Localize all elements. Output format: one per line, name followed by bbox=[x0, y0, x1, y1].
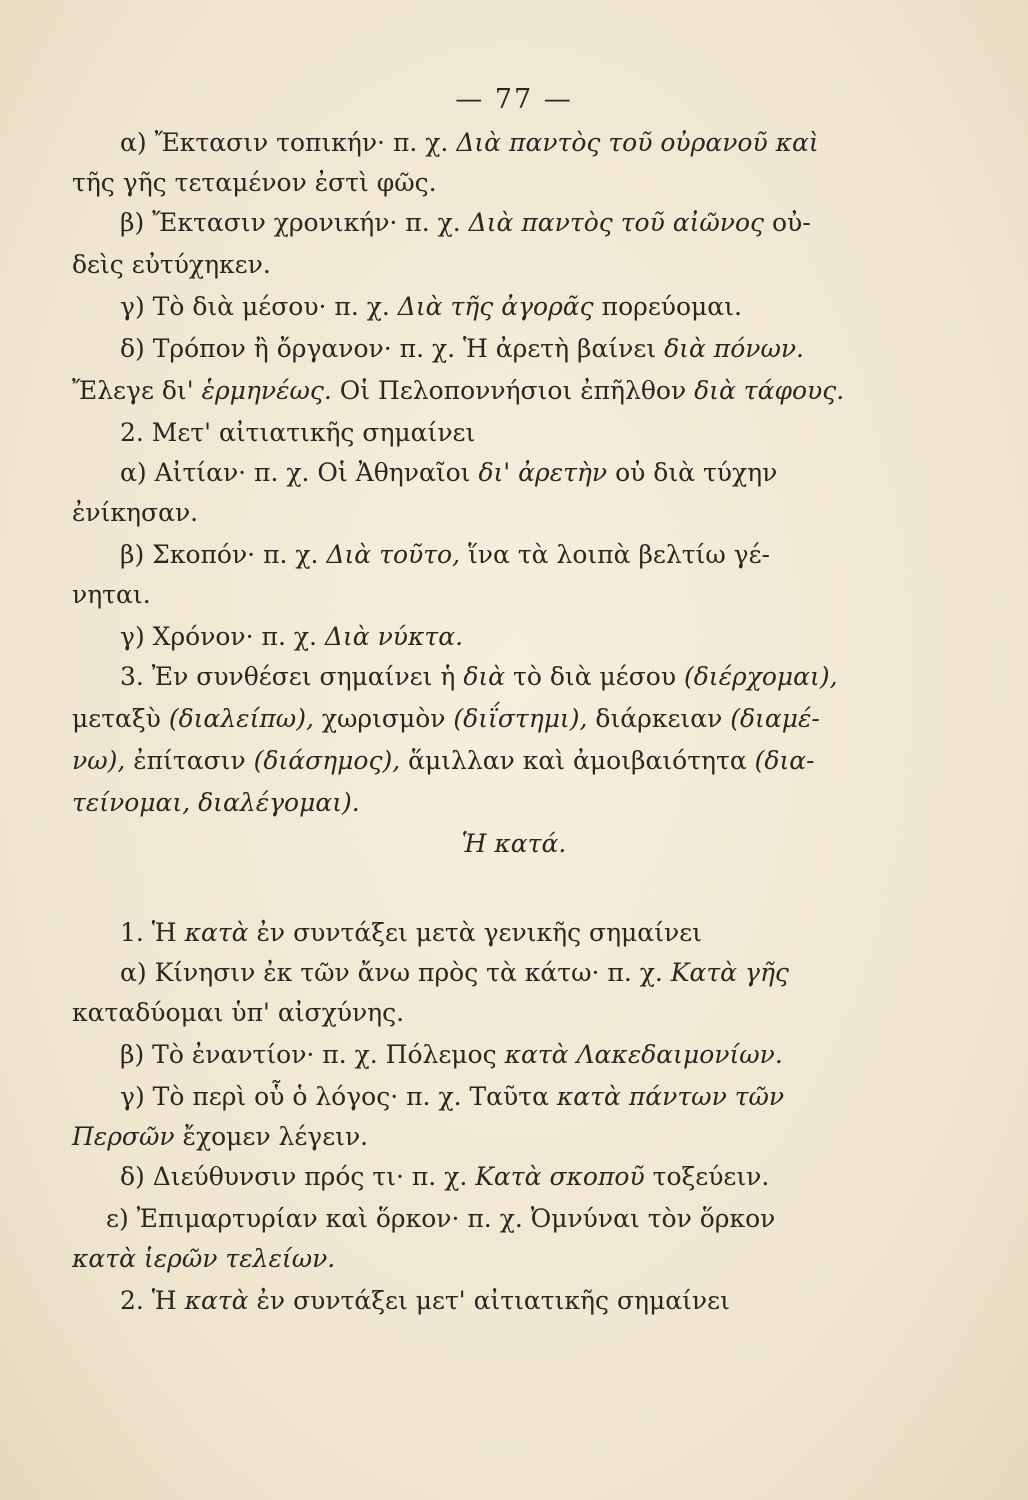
text-segment: α) Ἔκτασιν τοπικήν· π. χ. bbox=[120, 128, 457, 157]
text-line bbox=[120, 958, 789, 988]
text-line bbox=[72, 376, 844, 406]
text-segment: πορεύομαι. bbox=[593, 292, 742, 321]
text-line bbox=[72, 704, 820, 734]
italic-segment: κατὰ ἱερῶν τελείων. bbox=[72, 1244, 336, 1273]
text-segment: 3. Ἐν συνθέσει σημαίνει ἡ bbox=[120, 662, 464, 691]
text-segment: ἐπίτασιν bbox=[125, 746, 254, 775]
italic-segment: (διΐστημι), bbox=[453, 704, 588, 733]
text-line bbox=[120, 458, 777, 488]
text-segment: καταδύομαι ὑπ' αἰσχύνης. bbox=[72, 998, 405, 1027]
italic-segment: διὰ τάφους. bbox=[694, 376, 845, 405]
text-line bbox=[72, 250, 271, 280]
text-segment: α) Κίνησιν ἐκ τῶν ἄνω πρὸς τὰ κάτω· π. χ. bbox=[120, 958, 671, 987]
text-segment: 2. Μετ' αἰτιατικῆς σημαίνει bbox=[120, 418, 476, 447]
italic-segment: ἑρμηνέως. bbox=[201, 376, 332, 405]
text-segment: 1. Ἡ bbox=[120, 918, 185, 947]
italic-segment: (δια- bbox=[754, 746, 815, 775]
text-line bbox=[120, 662, 838, 692]
italic-segment: Διὰ παντὸς τοῦ οὐρανοῦ καὶ bbox=[456, 128, 819, 157]
italic-segment: (διαμέ- bbox=[730, 704, 820, 733]
text-line bbox=[72, 746, 815, 776]
text-line bbox=[120, 334, 804, 364]
text-line bbox=[106, 1204, 775, 1234]
text-segment: χωρισμὸν bbox=[313, 704, 454, 733]
text-line bbox=[72, 580, 151, 610]
text-segment: τὸ διὰ μέσου bbox=[505, 662, 684, 691]
text-line bbox=[72, 1122, 368, 1152]
italic-segment: Διὰ νύκτα. bbox=[324, 622, 464, 651]
text-line bbox=[120, 1286, 730, 1316]
italic-segment: Διὰ παντὸς τοῦ αἰῶνος bbox=[468, 208, 765, 237]
text-segment: διάρκειαν bbox=[587, 704, 731, 733]
italic-segment: (διαλείπω), bbox=[168, 704, 314, 733]
italic-segment: τείνομαι, διαλέγομαι). bbox=[72, 788, 360, 817]
text-line bbox=[72, 498, 198, 528]
text-line bbox=[72, 998, 404, 1028]
italic-segment: Διὰ τῆς ἀγορᾶς bbox=[397, 292, 594, 321]
text-segment: ε) Ἐπιμαρτυρίαν καὶ ὅρκον· π. χ. Ὀμνύναι τὸν ὅρκον bbox=[106, 1204, 776, 1233]
text-line bbox=[72, 1244, 335, 1274]
text-segment: οὐ διὰ τύχην bbox=[607, 458, 778, 487]
text-segment: τῆς γῆς τεταμένον ἐστὶ φῶς. bbox=[72, 168, 437, 197]
text-segment: ἅμιλλαν καὶ ἀμοιβαιότητα bbox=[400, 746, 755, 775]
text-line bbox=[120, 1082, 784, 1112]
text-segment: δ) Διεύθυνσιν πρός τι· π. χ. bbox=[120, 1162, 476, 1191]
text-segment: γ) Χρόνον· π. χ. bbox=[120, 622, 325, 651]
italic-segment: διὰ bbox=[463, 662, 506, 691]
text-segment: ἐνίκησαν. bbox=[72, 498, 199, 527]
italic-segment: κατὰ Λακεδαιμονίων. bbox=[504, 1040, 783, 1069]
text-segment: τοξεύειν. bbox=[644, 1162, 770, 1191]
text-line bbox=[120, 540, 770, 570]
text-segment: ἐν συντάξει μετὰ γενικῆς σημαίνει bbox=[248, 918, 702, 947]
text-line bbox=[72, 788, 360, 818]
italic-segment: Περσῶν bbox=[72, 1122, 175, 1151]
text-segment: γ) Τὸ περὶ οὗ ὁ λόγος· π. χ. Ταῦτα bbox=[120, 1082, 557, 1111]
text-line bbox=[120, 622, 463, 652]
text-segment: ἵνα τὰ λοιπὰ βελτίω γέ- bbox=[460, 540, 770, 569]
text-segment: ἔχομεν λέγειν. bbox=[174, 1122, 369, 1151]
italic-segment: διὰ πόνων. bbox=[664, 334, 804, 363]
italic-segment: κατὰ bbox=[184, 918, 249, 947]
text-segment: β) Ἔκτασιν χρονικήν· π. χ. bbox=[120, 208, 469, 237]
text-segment: δ) Τρόπον ἢ ὄργανον· π. χ. Ἡ ἀρετὴ βαίνει bbox=[120, 334, 665, 363]
text-line bbox=[120, 918, 702, 948]
italic-segment: κατὰ πάντων τῶν bbox=[556, 1082, 785, 1111]
text-segment: δεὶς εὐτύχηκεν. bbox=[72, 250, 271, 279]
italic-segment: Κατὰ γῆς bbox=[670, 958, 789, 987]
text-line bbox=[120, 1040, 783, 1070]
text-segment: μεταξὺ bbox=[72, 704, 169, 733]
italic-segment: νω), bbox=[72, 746, 126, 775]
italic-segment: (διάσημος), bbox=[253, 746, 401, 775]
italic-segment: κατὰ bbox=[184, 1286, 249, 1315]
italic-segment: Διὰ τοῦτο, bbox=[326, 540, 461, 569]
text-segment: οὐ- bbox=[764, 208, 811, 237]
italic-segment: (διέρχομαι), bbox=[683, 662, 838, 691]
text-line bbox=[120, 208, 811, 238]
text-line bbox=[120, 128, 819, 158]
text-segment: γ) Τὸ διὰ μέσου· π. χ. bbox=[120, 292, 398, 321]
text-line bbox=[72, 168, 437, 198]
text-segment: α) Αἰτίαν· π. χ. Οἱ Ἀθηναῖοι bbox=[120, 458, 479, 487]
text-line bbox=[120, 418, 475, 448]
text-segment: β) Τὸ ἐναντίον· π. χ. Πόλεμος bbox=[120, 1040, 505, 1069]
italic-segment: Κατὰ σκοποῦ bbox=[475, 1162, 645, 1191]
section-heading: Ἡ κατά. bbox=[461, 829, 567, 858]
italic-segment: δι' ἀρετὴν bbox=[478, 458, 608, 487]
text-segment: ἐν συντάξει μετ' αἰτιατικῆς σημαίνει bbox=[248, 1286, 730, 1315]
text-segment: νηται. bbox=[72, 580, 151, 609]
text-segment: Ἔλεγε δι' bbox=[72, 376, 202, 405]
text-line bbox=[120, 292, 742, 322]
text-segment: β) Σκοπόν· π. χ. bbox=[120, 540, 327, 569]
text-segment: 2. Ἡ bbox=[120, 1286, 185, 1315]
text-line bbox=[120, 1162, 769, 1192]
page-number: — 77 — bbox=[455, 84, 573, 115]
text-segment: Οἱ Πελοποννήσιοι ἐπῆλθον bbox=[331, 376, 695, 405]
